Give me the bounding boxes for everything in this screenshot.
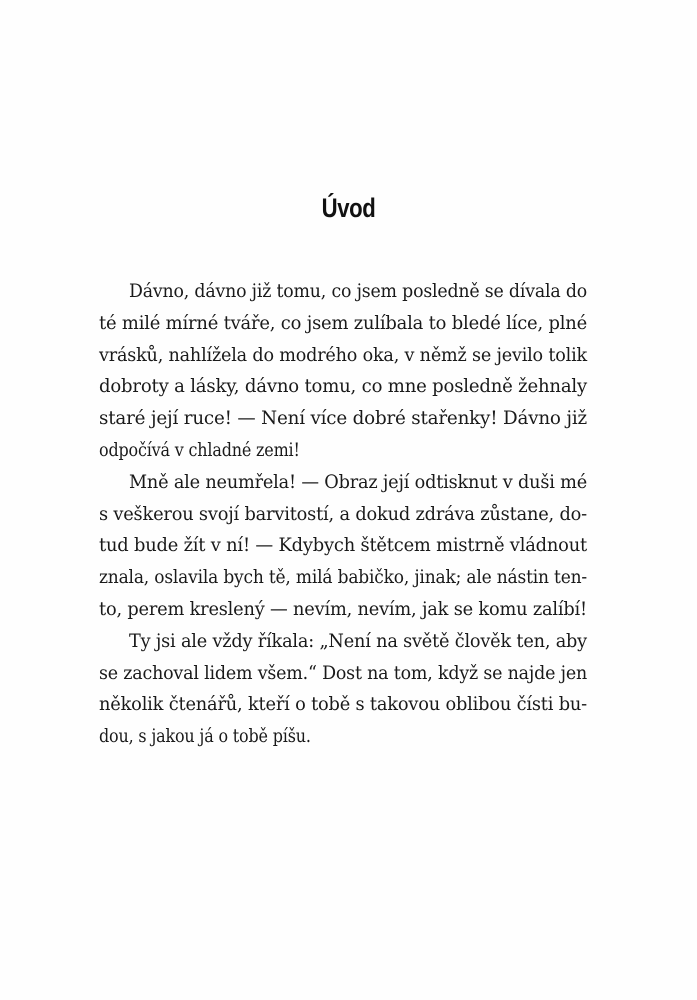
body-text	[99, 276, 617, 753]
text-line: té milé mírné tváře, co jsem zulíbala to bledé líce, plné	[99, 311, 588, 334]
text-line: tud bude žít v ní! — Kdybych štětcem mistrně vládnout	[99, 534, 588, 557]
text-line: staré její ruce! — Není více dobré stařenky! Dávno již	[99, 407, 587, 430]
text-line: Dávno, dávno již tomu, co jsem posledně se dívala do	[129, 280, 588, 302]
text-line: odpočívá v chladné zemi!	[99, 438, 300, 461]
text-line: dobroty a lásky, dávno tomu, co mne posledně žehnaly	[99, 375, 588, 398]
text-line: to, perem kreslený — nevím, nevím, jak se komu zalíbí!	[99, 597, 587, 620]
text-line: s veškerou svojí barvitostí, a dokud zdráva zůstane, do-	[99, 502, 587, 525]
text-line: se zachoval lidem všem.“ Dost na tom, když se najde jen	[99, 661, 588, 684]
text-line: dou, s jakou já o tobě píšu.	[99, 725, 311, 748]
text-line: Ty jsi ale vždy říkala: „Není na světě člověk ten, aby	[129, 629, 587, 652]
text-line: Mně ale neumřela! — Obraz její odtisknut v duši mé	[129, 470, 588, 493]
text-line: znala, oslavila bych tě, milá babičko, jinak; ale nástin ten-	[99, 566, 587, 589]
chapter-title: Úvod	[321, 193, 376, 223]
text-line: několik čtenářů, kteří o tobě s takovou oblibou čísti bu-	[99, 693, 587, 716]
text-line: vrásků, nahlížela do modrého oka, v němž se jevilo tolik	[99, 343, 587, 366]
